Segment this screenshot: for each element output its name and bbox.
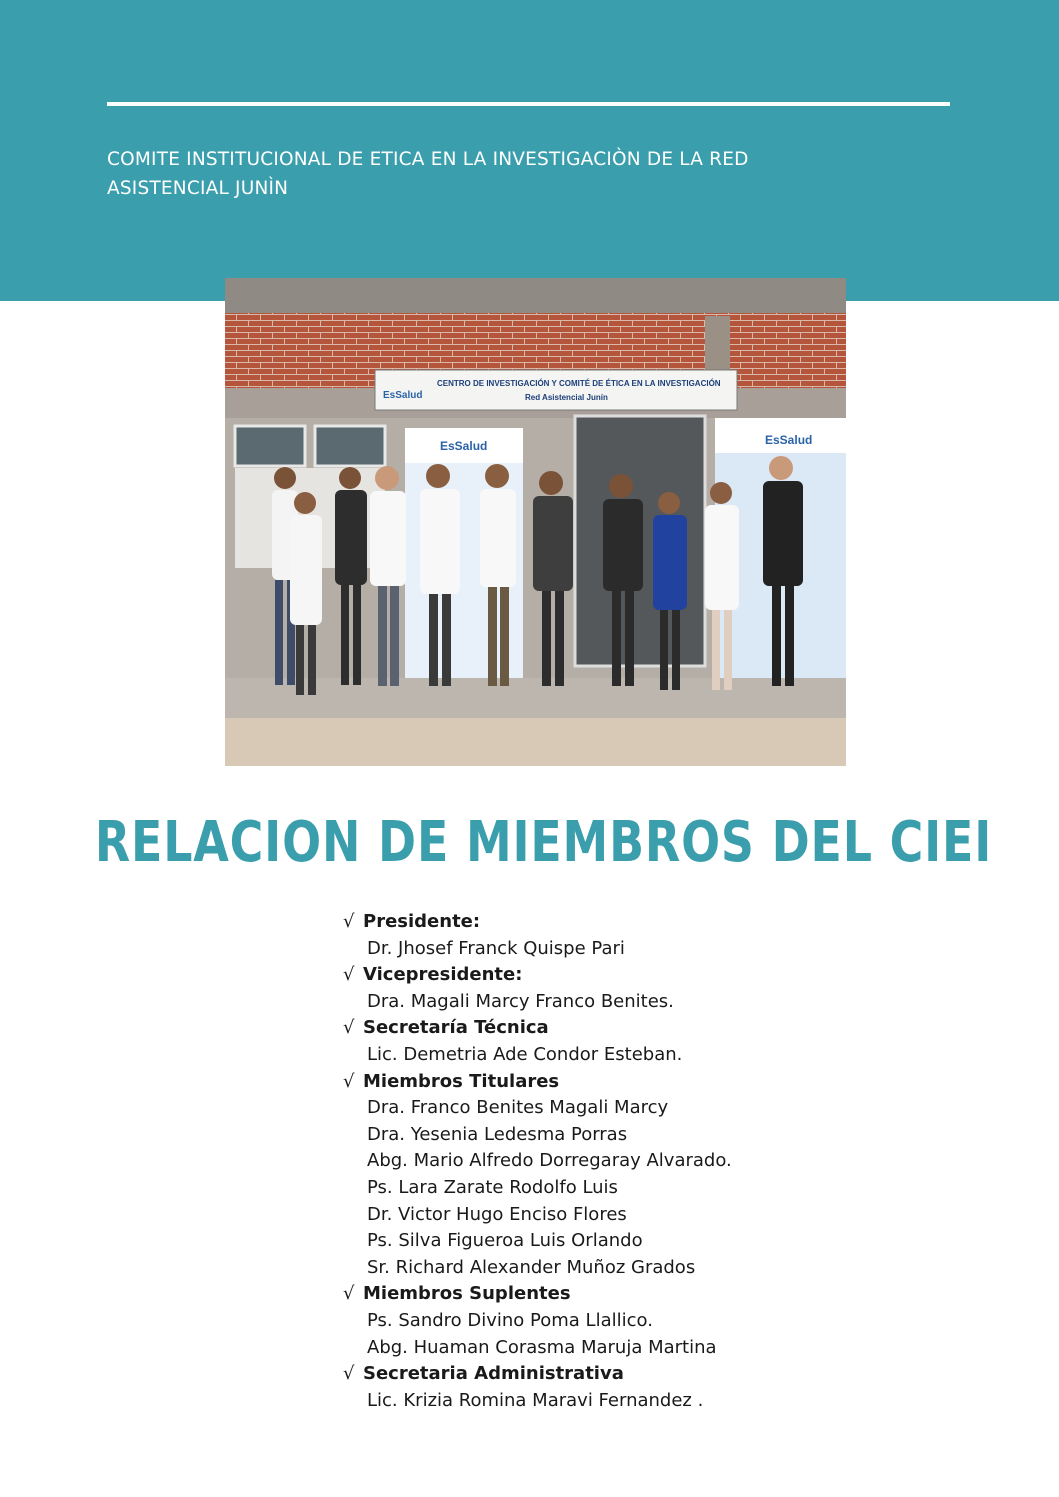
member-group-heading-text: Vicepresidente: [363,964,523,986]
group-photo [225,278,846,766]
member-name: Dra. Yesenia Ledesma Porras [367,1123,628,1145]
member-name: Lic. Krizia Romina Maravi Fernandez . [367,1389,704,1411]
members-list [343,909,863,1414]
member-group-heading-text: Miembros Titulares [363,1070,560,1092]
member-group-heading [343,909,863,936]
member-group [343,1015,863,1068]
member-group-heading-text: Secretaria Administrativa [363,1363,624,1385]
member-group-heading-text: Secretaría Técnica [363,1017,549,1039]
sign-line-2: Red Asistencial Junín [525,393,608,402]
member-name: Abg. Huaman Corasma Maruja Martina [367,1336,717,1358]
member-name: Dra. Magali Marcy Franco Benites. [367,990,674,1012]
page-title: RELACION DE MIEMBROS DEL CIEI [94,810,993,875]
banner-left-brand: EsSalud [440,439,488,453]
member-name: Dr. Victor Hugo Enciso Flores [367,1203,627,1225]
header-divider [107,102,950,106]
member-group-heading-text: Miembros Suplentes [363,1283,571,1305]
member-name: Ps. Sandro Divino Poma Llallico. [367,1309,653,1331]
committee-title-line-1: COMITE INSTITUCIONAL DE ETICA EN LA INVESTIGACIÒN DE LA RED [107,149,749,170]
header-banner [0,0,1059,301]
sign-line-1: CENTRO DE INVESTIGACIÓN Y COMITÉ DE ÉTICA EN LA INVESTIGACIÓN [437,379,721,388]
member-group [343,1361,863,1414]
member-group-heading-text: Presidente: [363,911,481,932]
member-name: Lic. Demetria Ade Condor Esteban. [367,1043,683,1065]
member-group-heading [343,1069,863,1096]
member-group-heading [343,1015,863,1042]
member-name: Sr. Richard Alexander Muñoz Grados [367,1256,696,1278]
member-group [343,909,863,962]
member-name: Dra. Franco Benites Magali Marcy [367,1097,669,1119]
checkmark-icon: √ [343,911,355,932]
member-group-heading [343,962,863,989]
checkmark-icon: √ [343,1283,355,1305]
member-group [343,962,863,1015]
member-name: Abg. Mario Alfredo Dorregaray Alvarado. [367,1150,732,1172]
sign-brand: EsSalud [383,390,423,401]
checkmark-icon: √ [343,964,355,986]
member-name: Ps. Lara Zarate Rodolfo Luis [367,1176,618,1198]
sign-board [375,370,737,410]
member-group-heading [343,1361,863,1388]
committee-title [107,145,867,203]
member-group [343,1281,863,1361]
banner-right-brand: EsSalud [765,433,813,447]
checkmark-icon: √ [343,1070,355,1092]
member-group-heading [343,1281,863,1308]
checkmark-icon: √ [343,1363,355,1385]
committee-title-line-2: ASISTENCIAL JUNÌN [107,178,289,199]
member-name: Ps. Silva Figueroa Luis Orlando [367,1230,643,1252]
member-name: Dr. Jhosef Franck Quispe Pari [367,937,625,959]
member-group [343,1069,863,1282]
checkmark-icon: √ [343,1017,355,1039]
